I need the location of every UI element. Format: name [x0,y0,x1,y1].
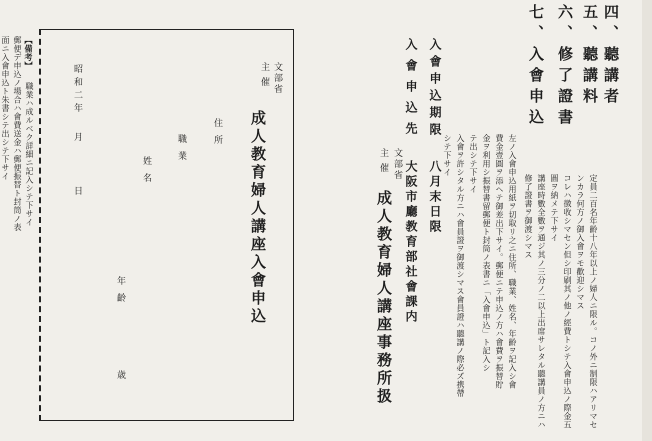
office-name: 成人教育婦人講座事務所扱 [375,190,393,406]
remarks-label: 【備考】 [24,36,34,70]
remarks-line-1: 職業ハ成ルベク詳細ニ記入シテ下サイ [25,82,34,227]
form-org-line-2: 主催 [259,62,269,92]
section-7-line-4: テ出シテ下サイ [469,134,478,194]
section-7-line-3: 金ヲ利用シ振替書留郵便ト封筒ノ表書ニ「入會申込」ト記入シ [482,134,491,372]
form-org-line-1: 文部省 [272,62,282,95]
section-6-line-1: 講座時數全數ヲ通ジ其ノ三分ノ二以上出席サレタル聽講員ノ方ニハ [537,174,546,429]
section-7-line-1: 左ノ入會申込用紙ヲ切取リ之ニ住所、職業、姓名、年齡ヲ記入シ會 [508,134,517,389]
occupation-field-label: 職業 [176,134,186,168]
section-4-heading: 四、聽講者 [602,4,620,109]
section-7-line-6: シテ下サイ [443,134,452,177]
date-day: 日 [72,186,82,195]
section-5-heading: 五、聽講料 [581,4,599,109]
section-5-line-2: 圓ヲ納メテ下サイ [550,174,559,242]
section-4-line-2: ンカラ何方ノ御入會ヲモ歡迎シマス [576,174,585,310]
section-7-line-2: 費金壹圓ヲ添ヘテ御差出下サイ。郵便ニテ申込ノ方ハ會費ヲ振替貯 [495,134,504,389]
date-month: 月 [72,132,82,141]
remarks-line-3: 面ニ入會申込ト朱書シテ出シテ下サイ [1,36,10,181]
section-6-line-2: 修了證書ヲ御渡シマス [524,174,533,259]
address-value: 大阪市廳教育部社會課内 [404,160,418,325]
section-4-line-1: 定員二百名年齡十八年以上ノ婦人ニ限ル。コノ外ニ制限ハアリマセ [589,174,598,429]
date-era: 昭和二年 [72,64,82,116]
age-field-label: 年齡 [115,276,125,310]
section-5-line-1: コレハ徴收シマセン但シ印刷其ノ他ノ經費トシテ入會申込ノ際金五 [563,174,572,429]
age-unit: 歳 [115,370,125,379]
address-field-label: 住所 [212,118,222,152]
address-label: 入會申込先 [404,38,418,143]
address-org-line-1: 文部省 [392,148,402,181]
name-field-label: 姓名 [141,156,151,190]
section-7-line-5: 入會ヲ許シタル方ニハ會員證ヲ御渡シマス會員證ハ聽講ノ際必ズ携帶 [456,134,465,398]
deadline-value: 八月末日限 [428,160,442,235]
form-title: 成人教育婦人講座入會申込 [249,110,267,326]
section-7-heading: 七、入會申込 [527,4,545,130]
page-edge [642,0,652,441]
section-6-heading: 六、修了證書 [556,4,574,130]
remarks-line-2: 郵便デ申込ノ場合ハ會費送金ハ郵便振替ト封筒ノ表 [13,36,22,232]
deadline-label: 入會申込期限 [428,38,442,140]
address-org-line-2: 主催 [378,148,388,178]
